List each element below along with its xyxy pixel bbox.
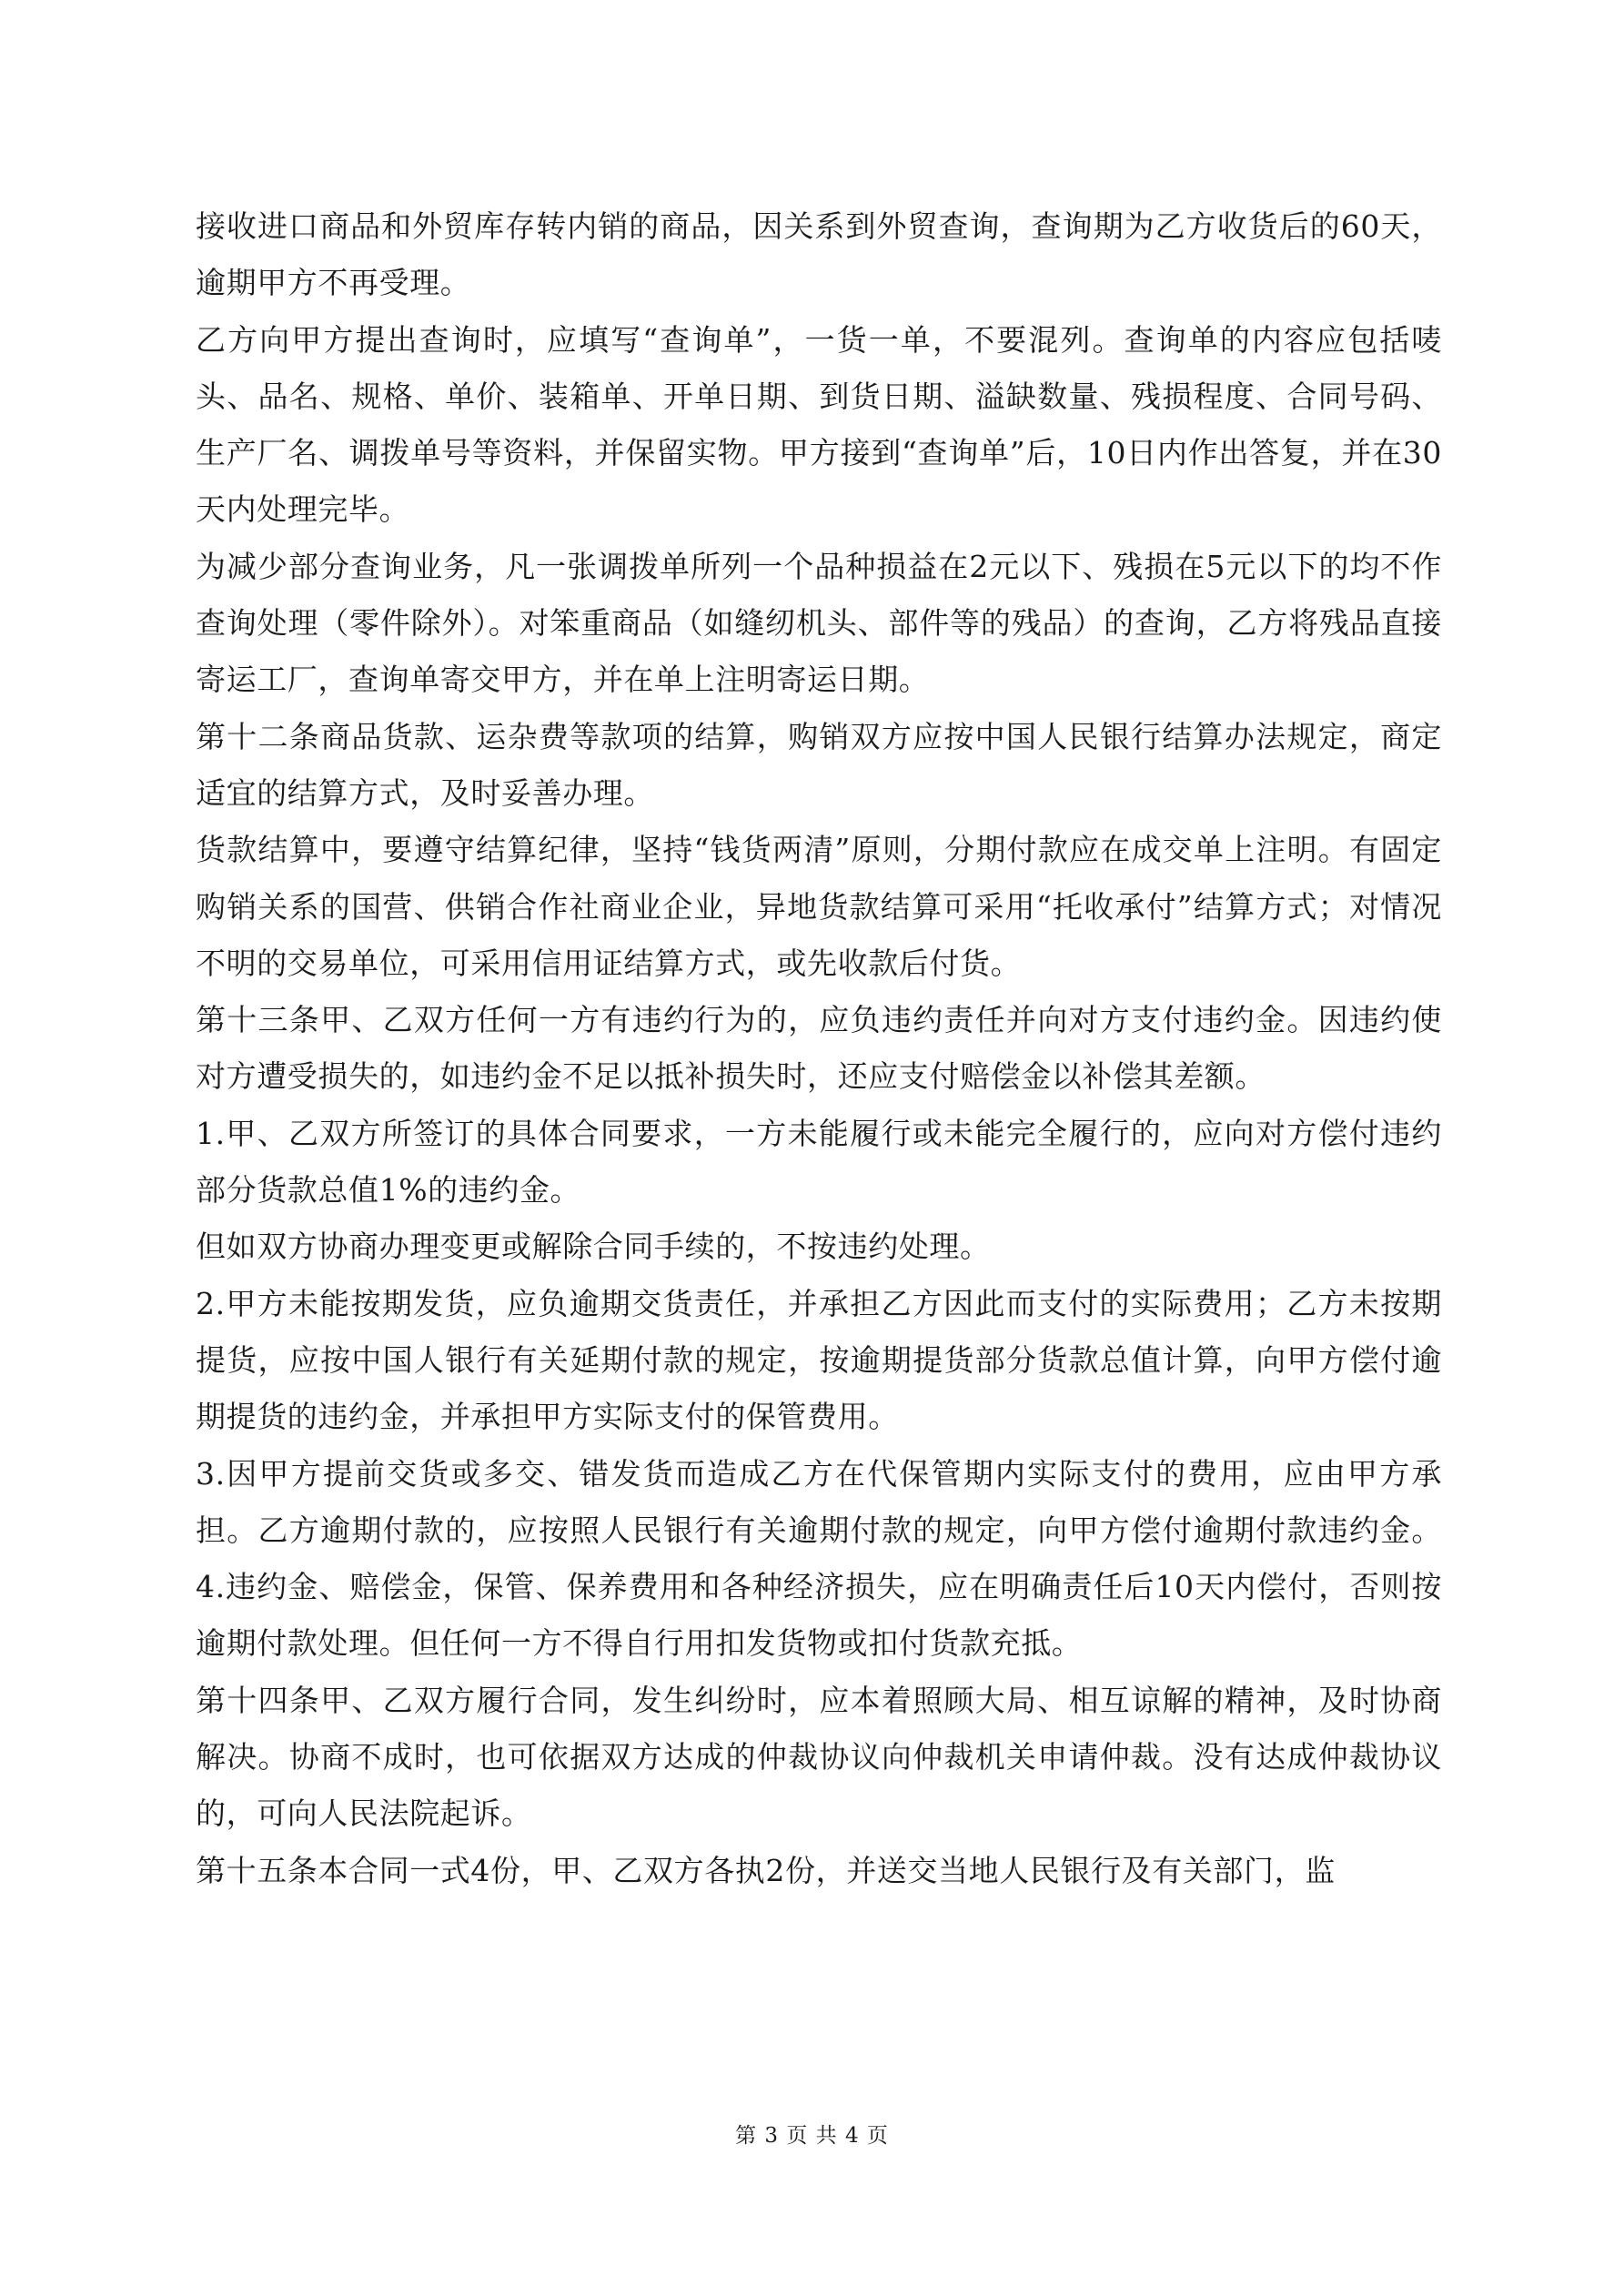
paragraph-clause-1: 1.甲、乙双方所签订的具体合同要求，一方未能履行或未能完全履行的，应向对方偿付违约部分货款总值1%的违约金。 bbox=[196, 1115, 1442, 1209]
document-body bbox=[196, 198, 1442, 1899]
paragraph-clause-3-4: 3.因甲方提前交货或多交、错发货而造成乙方在代保管期内实际支付的费用，应由甲方承担。乙方逾期付款的，应按照人民银行有关逾期付款的规定，向甲方偿付逾期付款违约金。4.违约金、赔偿金，保管、保养费用和各种经济损失，应在明确责任后10天内偿付，否则按逾期付款处理。但任何一方不得自行用扣发货物或扣付货款充抵。 bbox=[196, 1455, 1442, 1662]
paragraph-import-inquiry-period: 接收进口商品和外贸库存转内销的商品，因关系到外贸查询，查询期为乙方收货后的60天，逾期甲方不再受理。 bbox=[196, 208, 1442, 301]
paragraph-clause-2: 2.甲方未能按期发货，应负逾期交货责任，并承担乙方因此而支付的实际费用；乙方未按期提货，应按中国人银行有关延期付款的规定，按逾期提货部分货款总值计算，向甲方偿付逾期提货的违约金，并承担甲方实际支付的保管费用。 bbox=[196, 1285, 1442, 1435]
paragraph-inquiry-exemption: 为减少部分查询业务，凡一张调拨单所列一个品种损益在2元以下、残损在5元以下的均不作查询处理（零件除外）。对笨重商品（如缝纫机头、部件等的残品）的查询，乙方将残品直接寄运工厂，查询单寄交甲方，并在单上注明寄运日期。 bbox=[196, 548, 1442, 698]
paragraph-article-12: 第十二条商品货款、运杂费等款项的结算，购销双方应按中国人民银行结算办法规定，商定适宜的结算方式，及时妥善办理。 bbox=[196, 718, 1442, 811]
page-number-footer: 第 3 页 共 4 页 bbox=[735, 2124, 889, 2148]
paragraph-article-14: 第十四条甲、乙双方履行合同，发生纠纷时，应本着照顾大局、相互谅解的精神，及时协商解决。协商不成时，也可依据双方达成的仲裁协议向仲裁机关申请仲裁。没有达成仲裁协议的，可向人民法院起诉。 bbox=[196, 1682, 1442, 1832]
paragraph-inquiry-form: 乙方向甲方提出查询时，应填写“查询单”，一货一单，不要混列。查询单的内容应包括唛头、品名、规格、单价、装箱单、开单日期、到货日期、溢缺数量、残损程度、合同号码、生产厂名、调拨单号等资料，并保留实物。甲方接到“查询单”后，10日内作出答复，并在30天内处理完毕。 bbox=[196, 321, 1442, 528]
paragraph-clause-1-exception: 但如双方协商办理变更或解除合同手续的，不按违约处理。 bbox=[196, 1229, 991, 1265]
paragraph-article-15: 第十五条本合同一式4份，甲、乙双方各执2份，并送交当地人民银行及有关部门，监 bbox=[196, 1852, 1336, 1888]
paragraph-payment-settlement: 货款结算中，要遵守结算纪律，坚持“钱货两清”原则，分期付款应在成交单上注明。有固定购销关系的国营、供销合作社商业企业，异地货款结算可采用“托收承付”结算方式；对情况不明的交易单位，可采用信用证结算方式，或先收款后付货。 bbox=[196, 832, 1442, 981]
paragraph-article-13: 第十三条甲、乙双方任何一方有违约行为的，应负违约责任并向对方支付违约金。因违约使对方遭受损失的，如违约金不足以抵补损失时，还应支付赔偿金以补偿其差额。 bbox=[196, 1002, 1442, 1095]
